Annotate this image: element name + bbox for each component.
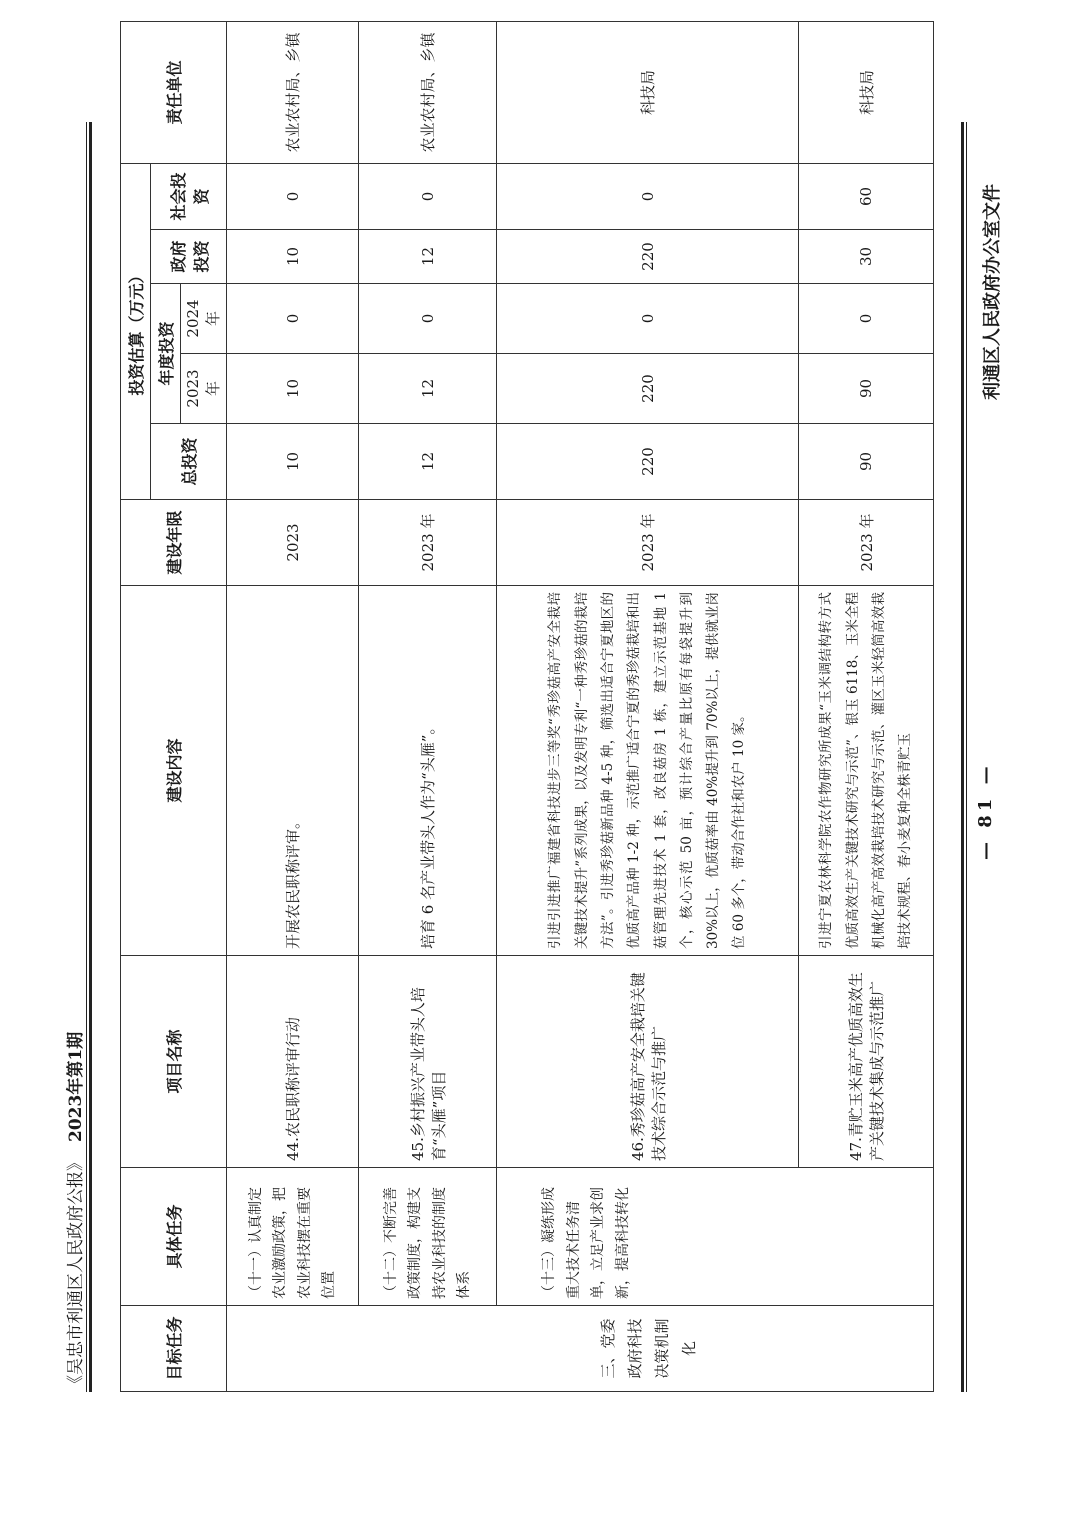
y2023-cell: 90 [799,354,934,424]
y2023-cell: 12 [359,354,497,424]
table-row [359,22,497,1392]
total-cell: 10 [227,424,359,500]
y2023-cell: 220 [497,354,799,424]
header-unit: 责任单位 [121,22,227,164]
footer-rule-thin [966,122,967,1392]
y2024-cell: 0 [227,284,359,354]
gov-cell: 12 [359,230,497,284]
unit-cell: 科技局 [497,22,799,164]
header-2023: 2023 年 [181,354,227,424]
social-cell: 0 [497,164,799,230]
total-cell: 220 [497,424,799,500]
unit-cell: 科技局 [799,22,934,164]
header-invest-group: 投资估算（万元） [121,164,151,500]
period-cell: 2023 [227,500,359,586]
y2024-cell: 0 [359,284,497,354]
gov-cell: 220 [497,230,799,284]
header-gov: 政府投资 [151,230,227,284]
period-cell: 2023 年 [359,500,497,586]
content-cell: 引进引进推广福建省科技进步三等奖“秀珍菇高产安全栽培关键技术提升”系列成果，以及发明专利“一种秀珍菇的栽培方法”。引进秀珍菇新品种 4-5 种，筛选出适合宁夏地区的优质高产品种 1-2 种，示范推广适合宁夏的秀珍菇栽培和出菇管理先进技术 1 套，改良菇房 1 栋，建立示范基地 1 个，核心示范 50 亩，预计综合产量比原有每袋提升到 30%以上，优质菇率由 40%提升到 70%以上，提供就业岗位 60 多个，带动合作社和农户 10 家。 [497,586,799,956]
period-cell: 2023 年 [799,500,934,586]
header-content: 建设内容 [121,586,227,956]
y2024-cell: 0 [799,284,934,354]
y2024-cell: 0 [497,284,799,354]
project-table [120,21,934,1392]
header-rule-thin [86,122,87,1392]
social-cell: 60 [799,164,934,230]
project-cell: 47.青贮玉米高产优质高效生产关键技术集成与示范推广 [799,956,934,1168]
issue-label: 2023年第1期 [66,1031,86,1142]
social-cell: 0 [359,164,497,230]
project-cell: 46.秀珍菇高产安全栽培关键技术综合示范与推广 [497,956,799,1168]
content-cell: 引进宁夏农林科学院农作物研究所成果“玉米调结构转方式优质高效生产关键技术研究与示范”、银玉 6118、玉米全程机械化高产高效栽培技术研究与示范、灌区玉米轻简高效栽培技术规程、春小麦复种全株青贮玉 [799,586,934,956]
table-row [497,22,799,1392]
header-total: 总投资 [151,424,227,500]
period-cell: 2023 年 [497,500,799,586]
gov-cell: 10 [227,230,359,284]
header-goal: 目标任务 [121,1306,227,1392]
page-number: — 81 — [975,762,996,860]
header-project: 项目名称 [121,956,227,1168]
content-cell: 培育 6 名产业带头人作为“头雁”。 [359,586,497,956]
unit-cell: 农业农村局、乡镇 [359,22,497,164]
table-row [227,22,359,1392]
page-header-left [61,1032,86,1392]
y2023-cell: 10 [227,354,359,424]
goal-cell: 三、党委政府科技决策机制化 [227,1306,934,1392]
header-rule-thick [89,122,92,1392]
task-cell: （十三）凝练形成重大技术任务清单，立足产业求创新，提高科技转化 [497,1168,934,1306]
header-task: 具体任务 [121,1168,227,1306]
task-cell: （十二）不断完善政策制度，构建支持农业科技的制度体系 [359,1168,497,1306]
unit-cell: 农业农村局、乡镇 [227,22,359,164]
project-cell: 45.乡村振兴产业带头人培育“头雁”项目 [359,956,497,1168]
task-cell: （十一）认真制定农业激励政策，把农业科技摆在重要位置 [227,1168,359,1306]
project-cell: 44.农民职称评审行动 [227,956,359,1168]
header-2024: 2024 年 [181,284,227,354]
office-header: 利通区人民政府办公室文件 [982,184,1003,400]
header-social: 社会投资 [151,164,227,230]
header-annual: 年度投资 [151,284,181,424]
footer-rule-thick [961,122,964,1392]
gov-cell: 30 [799,230,934,284]
social-cell: 0 [227,164,359,230]
content-cell: 开展农民职称评审。 [227,586,359,956]
total-cell: 90 [799,424,934,500]
journal-title: 《吴忠市利通区人民政府公报》 [66,1154,86,1392]
total-cell: 12 [359,424,497,500]
header-period: 建设年限 [121,500,227,586]
